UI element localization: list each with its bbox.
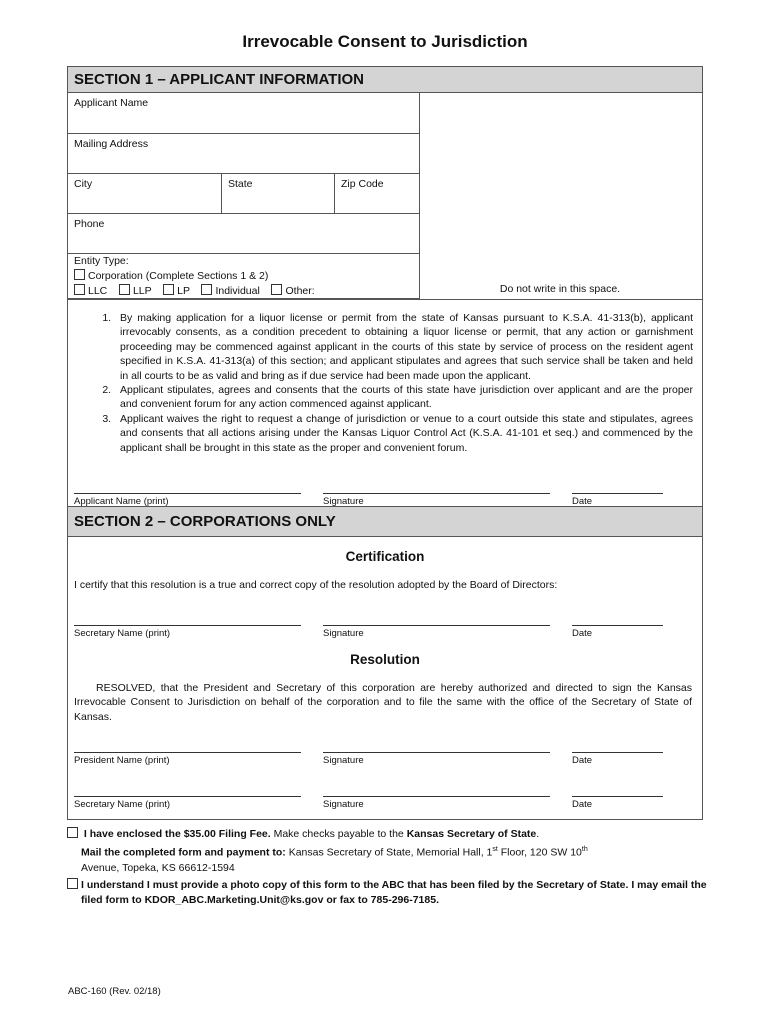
- checkbox-icon[interactable]: [201, 284, 212, 295]
- zip-code-label: Zip Code: [341, 178, 384, 190]
- secretary2-signature-line[interactable]: Signature: [323, 796, 550, 810]
- zip-code-field[interactable]: [335, 174, 420, 214]
- entity-other-option[interactable]: Other:: [271, 285, 314, 297]
- entity-corporation-option[interactable]: Corporation (Complete Sections 1 & 2): [74, 269, 419, 284]
- applicant-date-line[interactable]: Date: [572, 493, 663, 507]
- applicant-name-label: Applicant Name: [74, 97, 149, 109]
- entity-lp-option[interactable]: LP: [163, 285, 190, 297]
- city-label: City: [74, 178, 93, 190]
- form-number-footer: ABC-160 (Rev. 02/18): [68, 986, 161, 997]
- checkbox-icon[interactable]: [74, 269, 85, 280]
- resolution-heading: Resolution: [350, 652, 420, 667]
- term-item: 1. By making application for a liquor license or permit from the state of Kansas pursuant to K.S.A. 41-313(b), applicant irrevocably consents, as a condition precedent to obtaining a liquor license or permit, that any action or garnishment proceeding may be commenced against applicant in the courts of this state by service of process on the resident agent specified in K.S.A. 41-313(a) of this section; and applicant stipulates and agrees that such service shall be taken and held in all courts to be as valid and bring as if due service had been made upon the applicant.: [114, 311, 693, 383]
- secretary-date-line[interactable]: Date: [572, 625, 663, 639]
- section2-heading: SECTION 2 – CORPORATIONS ONLY: [68, 507, 702, 537]
- photo-copy-note: I understand I must provide a photo copy of this form to the ABC that has been filed by the Secretary of State. I may email the filed form to KDOR_ABC.Marketing.Unit@ks.gov or fax to 785-296-7185.: [67, 878, 707, 908]
- mailing-address-label: Mailing Address: [74, 138, 149, 150]
- applicant-signature-line[interactable]: Signature: [323, 493, 550, 507]
- term-item: 3. Applicant waives the right to request a change of jurisdiction or venue to a court outside this state and stipulates, agrees and consents that all actions arising under the Kansas Liquor Control Act (K.S.A. 41-101 et seq.) and commenced by the applicant shall be brought in this state as the proper and convenient forum.: [114, 412, 693, 455]
- phone-field[interactable]: [68, 214, 420, 254]
- entity-llp-option[interactable]: LLP: [119, 285, 152, 297]
- state-label: State: [228, 178, 253, 190]
- secretary-name-print-line[interactable]: Secretary Name (print): [74, 625, 301, 639]
- secretary2-name-print-line[interactable]: Secretary Name (print): [74, 796, 301, 810]
- secretary-signature-line[interactable]: Signature: [323, 625, 550, 639]
- filing-fee-checkbox-icon[interactable]: [67, 827, 78, 838]
- certification-text: I certify that this resolution is a true and correct copy of the resolution adopted by the Board of Directors:: [74, 579, 558, 591]
- president-name-print-line[interactable]: President Name (print): [74, 752, 301, 766]
- president-date-line[interactable]: Date: [572, 752, 663, 766]
- phone-label: Phone: [74, 218, 105, 230]
- applicant-name-field[interactable]: [68, 93, 420, 134]
- photo-copy-checkbox-icon[interactable]: [67, 878, 78, 889]
- mail-address-line2: Avenue, Topeka, KS 66612-1594: [81, 861, 235, 874]
- checkbox-icon[interactable]: [271, 284, 282, 295]
- checkbox-icon[interactable]: [119, 284, 130, 295]
- secretary2-date-line[interactable]: Date: [572, 796, 663, 810]
- entity-type-label: Entity Type:: [74, 255, 129, 267]
- filing-fee-note: I have enclosed the $35.00 Filing Fee. Make checks payable to the Kansas Secretary of State. Mail the completed form and payment to: Kansas Secretary of State, Memorial Hall, 1st Floor, 120 SW 10th Avenue, Topeka, KS 66612-1594: [67, 827, 707, 876]
- resolution-text: RESOLVED, that the President and Secretary of this corporation are hereby authorized and directed to sign the Kansas Irrevocable Consent to Jurisdiction on behalf of the corporation and to file the same with the office of the Secretary of State of Kansas.: [74, 682, 692, 723]
- checkbox-icon[interactable]: [163, 284, 174, 295]
- applicant-name-print-line[interactable]: Applicant Name (print): [74, 493, 301, 507]
- section1-heading: SECTION 1 – APPLICANT INFORMATION: [68, 67, 702, 93]
- office-use-note: Do not write in this space.: [499, 283, 621, 295]
- state-field[interactable]: [222, 174, 335, 214]
- mailing-address-field[interactable]: [68, 134, 420, 174]
- mail-instructions-label: Mail the completed form and payment to:: [81, 846, 286, 859]
- checkbox-icon[interactable]: [74, 284, 85, 295]
- president-signature-line[interactable]: Signature: [323, 752, 550, 766]
- city-field[interactable]: [68, 174, 222, 214]
- entity-type-field: [68, 254, 420, 299]
- entity-individual-option[interactable]: Individual: [201, 285, 259, 297]
- office-use-area: [68, 299, 702, 300]
- term-item: 2. Applicant stipulates, agrees and consents that the courts of this state have jurisdiction over applicant and are the proper and convenient forum for any action commenced against applicant.: [114, 383, 693, 412]
- entity-llc-option[interactable]: LLC: [74, 285, 107, 297]
- terms-list: [68, 311, 693, 455]
- certification-heading: Certification: [345, 549, 425, 564]
- form-title: Irrevocable Consent to Jurisdiction: [242, 32, 528, 51]
